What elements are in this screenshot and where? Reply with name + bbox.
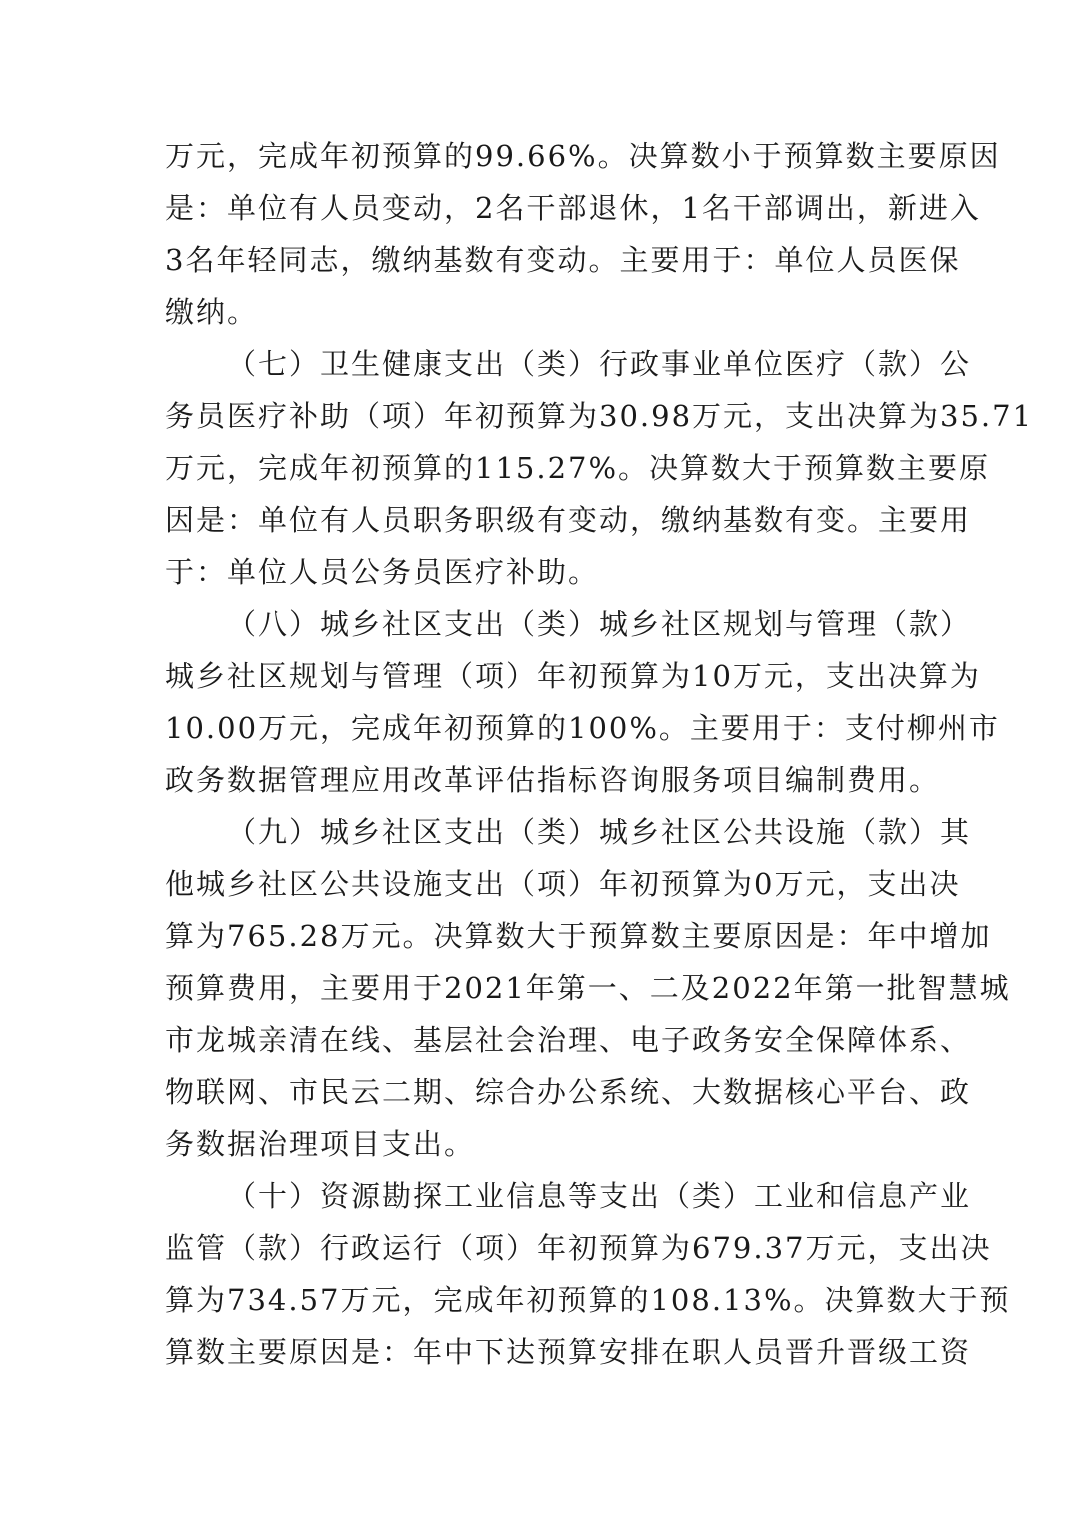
text-line: 万元，完成年初预算的115.27%。决算数大于预算数主要原 xyxy=(165,451,991,485)
text-line: 算为734.57万元，完成年初预算的108.13%。决算数大于预 xyxy=(165,1283,1011,1317)
paragraph-p10 xyxy=(165,1170,1011,1378)
text-line: 物联网、市民云二期、综合办公系统、大数据核心平台、政 xyxy=(165,1075,972,1109)
paragraph-p0-continuation xyxy=(165,130,1001,338)
text-line: 市龙城亲清在线、基层社会治理、电子政务安全保障体系、 xyxy=(165,1023,972,1057)
text-line: 算数主要原因是：年中下达预算安排在职人员晋升晋级工资 xyxy=(165,1335,972,1369)
text-line: 10.00万元，完成年初预算的100%。主要用于：支付柳州市 xyxy=(165,711,1000,745)
document-body xyxy=(165,130,1034,1378)
text-line: 监管（款）行政运行（项）年初预算为679.37万元，支出决 xyxy=(165,1231,992,1265)
text-line: 城乡社区规划与管理（项）年初预算为10万元，支出决算为 xyxy=(165,659,981,693)
text-line: 缴纳。 xyxy=(165,295,259,329)
text-line: 他城乡社区公共设施支出（项）年初预算为0万元，支出决 xyxy=(165,867,961,901)
text-line: （七）卫生健康支出（类）行政事业单位医疗（款）公 xyxy=(227,347,972,381)
text-line: （九）城乡社区支出（类）城乡社区公共设施（款）其 xyxy=(227,815,972,849)
text-line: 于：单位人员公务员医疗补助。 xyxy=(165,555,600,589)
text-line: 预算费用，主要用于2021年第一、二及2022年第一批智慧城 xyxy=(165,971,1011,1005)
text-line: 政务数据管理应用改革评估指标咨询服务项目编制费用。 xyxy=(165,763,941,797)
text-line: 3名年轻同志，缴纳基数有变动。主要用于：单位人员医保 xyxy=(165,243,961,277)
text-line: 务数据治理项目支出。 xyxy=(165,1127,476,1161)
text-line: 因是：单位有人员职务职级有变动，缴纳基数有变。主要用 xyxy=(165,503,972,537)
text-line: （八）城乡社区支出（类）城乡社区规划与管理（款） xyxy=(227,607,972,641)
paragraph-p8 xyxy=(165,598,1000,806)
text-line: （十）资源勘探工业信息等支出（类）工业和信息产业 xyxy=(227,1179,972,1213)
paragraph-p7 xyxy=(165,338,1034,598)
text-line: 务员医疗补助（项）年初预算为30.98万元，支出决算为35.71 xyxy=(165,399,1034,433)
paragraph-p9 xyxy=(165,806,1011,1170)
text-line: 万元，完成年初预算的99.66%。决算数小于预算数主要原因 xyxy=(165,139,1001,173)
text-line: 是：单位有人员变动，2名干部退休，1名干部调出，新进入 xyxy=(165,191,981,225)
text-line: 算为765.28万元。决算数大于预算数主要原因是：年中增加 xyxy=(165,919,992,953)
